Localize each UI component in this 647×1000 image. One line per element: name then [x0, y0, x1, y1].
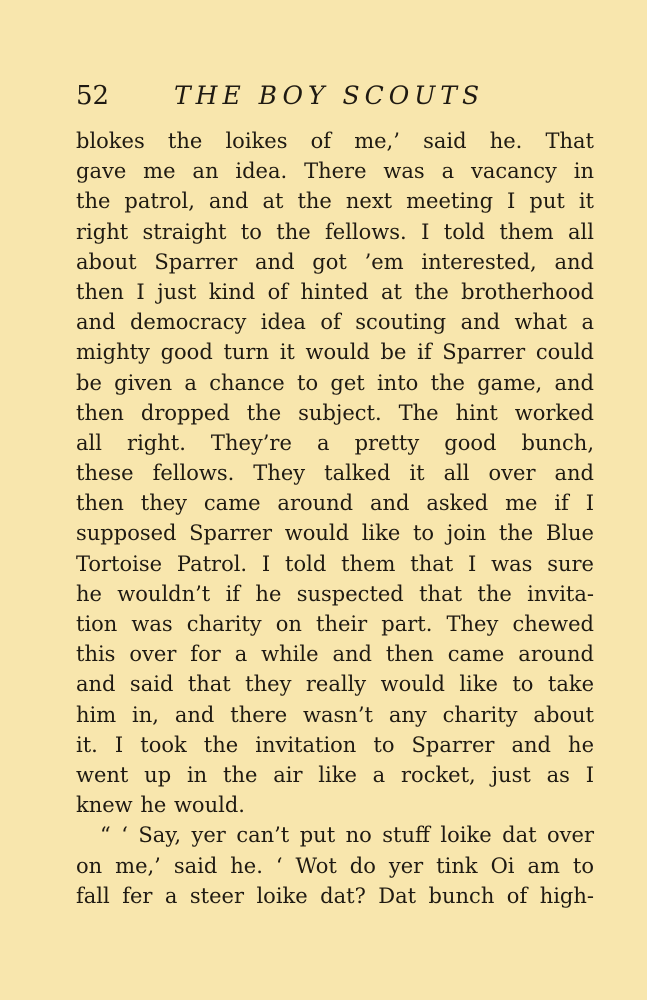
running-title: THE BOY SCOUTS — [174, 81, 485, 110]
text-line: Tortoise Patrol. I told them that I was sure — [76, 551, 594, 576]
text-line: these fellows. They talked it all over and — [76, 461, 594, 486]
text-line: fall fer a steer loike dat? Dat bunch of high- — [76, 883, 594, 908]
text-line: it. I took the invitation to Sparrer and he — [76, 732, 594, 757]
text-line: tion was charity on their part. They chewed — [76, 612, 594, 636]
text-line: him in, and there wasn’t any charity about — [76, 702, 594, 727]
text-line: gave me an idea. There was a vacancy in — [76, 159, 594, 184]
text-line: about Sparrer and got ’em interested, and — [76, 249, 594, 274]
body-text — [76, 126, 594, 911]
text-line: on me,’ said he. ‘ Wot do yer tink Oi am to — [76, 853, 594, 878]
text-line: “ ‘ Say, yer can’t put no stuff loike dat over — [100, 823, 594, 848]
text-line: blokes the loikes of me,’ said he. That — [76, 129, 594, 153]
text-line: mighty good turn it would be if Sparrer could — [76, 340, 594, 365]
text-line: right straight to the fellows. I told them all — [76, 219, 594, 244]
text-line: be given a chance to get into the game, and — [76, 370, 594, 395]
text-line: the patrol, and at the next meeting I put it — [76, 189, 594, 214]
text-line: then they came around and asked me if I — [76, 491, 594, 516]
text-line: knew he would. — [76, 793, 245, 818]
page-number: 52 — [76, 81, 110, 111]
text-line: all right. They’re a pretty good bunch, — [76, 430, 594, 455]
text-line: then I just kind of hinted at the brotherhood — [76, 279, 594, 304]
text-line: supposed Sparrer would like to join the Blue — [76, 521, 594, 546]
text-line: and said that they really would like to take — [76, 672, 594, 697]
text-line: he wouldn’t if he suspected that the invita- — [76, 581, 594, 606]
text-line: and democracy idea of scouting and what a — [76, 310, 594, 335]
page-header — [76, 78, 606, 114]
text-line: went up in the air like a rocket, just as I — [76, 762, 594, 787]
text-line: then dropped the subject. The hint worked — [76, 400, 594, 425]
text-line: this over for a while and then came around — [76, 642, 594, 667]
